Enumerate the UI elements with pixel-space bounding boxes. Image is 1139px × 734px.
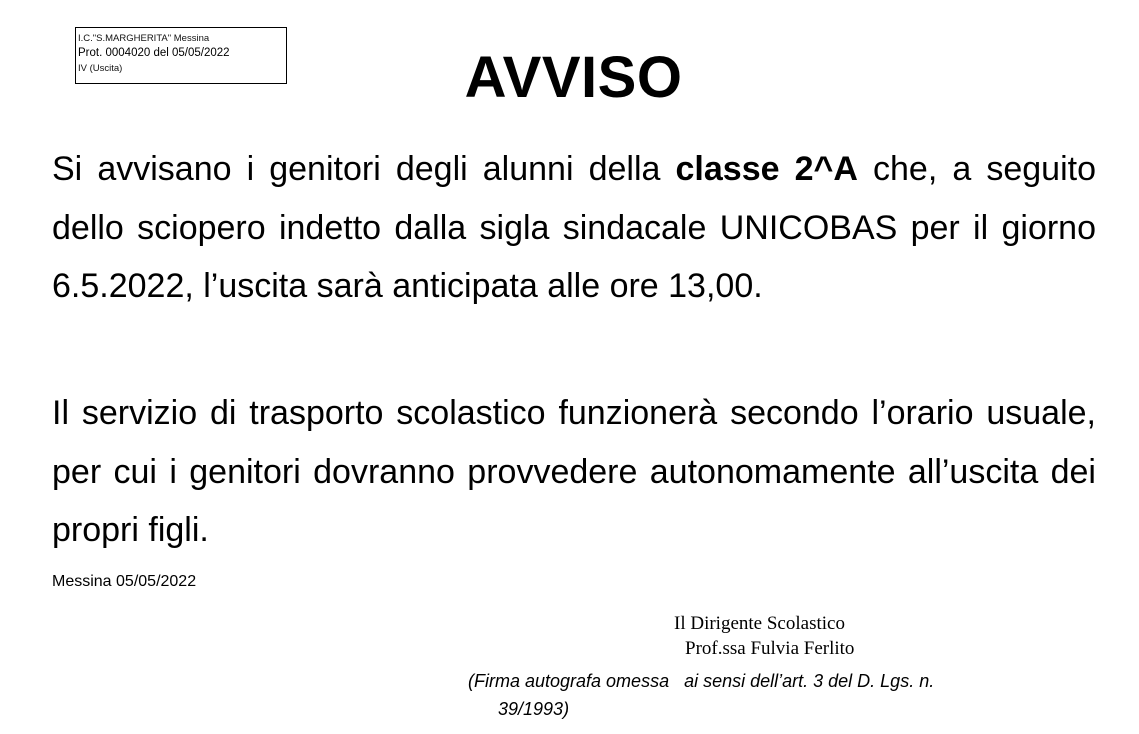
signature-note-line-1: (Firma autografa omessa ai sensi dell’art. 3 del D. Lgs. n. [468,671,935,691]
notice-paragraph-1-end: che, a seguito dello sciopero indetto dalla sigla sindacale UNICOBAS per il giorno 6.5.2022, l’uscita sarà anticipata alle ore 13,00. [52,150,1096,305]
protocol-number: Prot. 0004020 del 05/05/2022 [78,47,230,59]
signatory-name: Prof.ssa Fulvia Ferlito [685,638,855,659]
notice-paragraph-1-start: Si avvisano i genitori degli alunni della [52,150,676,188]
place-and-date: Messina 05/05/2022 [52,573,197,590]
document-title: AVVISO [464,45,683,110]
signatory-role: Il Dirigente Scolastico [674,613,845,634]
notice-paragraph-2: Il servizio di trasporto scolastico funzionerà secondo l’orario usuale, per cui i genitori dovranno provvedere autonomamente all’uscita dei propri figli. [52,394,1096,549]
class-highlight: classe 2^A [675,150,858,188]
protocol-institution: I.C."S.MARGHERITA" Messina [78,33,210,44]
notice-paragraph-1 [52,140,1096,316]
signature-note-line-2: 39/1993) [468,699,570,719]
signature-note [468,667,1028,723]
protocol-category: IV (Uscita) [78,63,123,74]
